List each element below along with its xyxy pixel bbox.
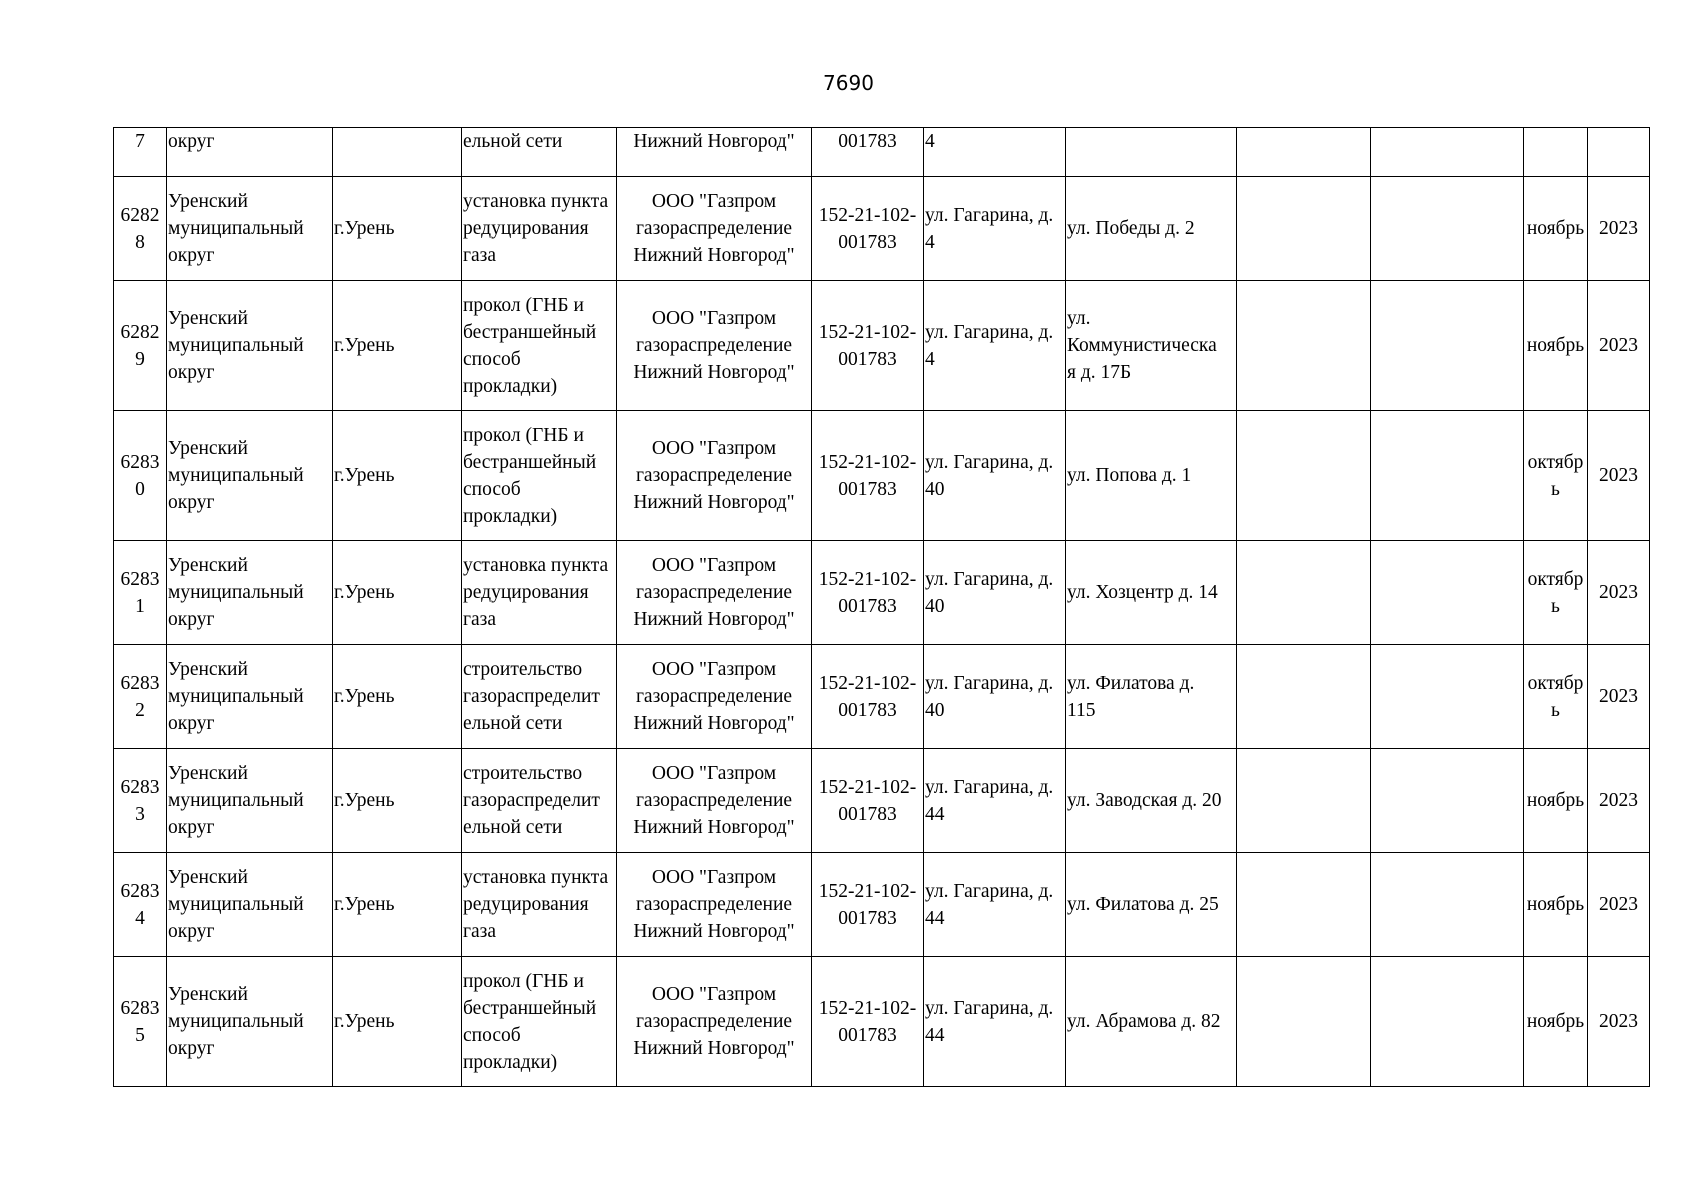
cell-year xyxy=(1588,128,1650,177)
cell-work-type: установка пункта редуцирования газа xyxy=(462,541,617,645)
cell-locality: г.Урень xyxy=(333,853,462,957)
cell-locality: г.Урень xyxy=(333,177,462,281)
cell-year: 2023 xyxy=(1588,177,1650,281)
cell-locality: г.Урень xyxy=(333,281,462,411)
cell-number: 6282 8 xyxy=(114,177,167,281)
cell-district: округ xyxy=(167,128,333,177)
cell-organization: ООО "Газпром газораспределение Нижний Новгород" xyxy=(617,853,812,957)
table-row xyxy=(114,411,1650,541)
cell-year: 2023 xyxy=(1588,645,1650,749)
table-row xyxy=(114,128,1650,177)
cell-month: октябр ь xyxy=(1524,541,1588,645)
cell-empty xyxy=(1371,177,1524,281)
table-row xyxy=(114,749,1650,853)
cell-address-from: ул. Гагарина, д. 40 xyxy=(924,411,1066,541)
cell-work-type: установка пункта редуцирования газа xyxy=(462,853,617,957)
cell-district: Уренский муниципальный округ xyxy=(167,645,333,749)
cell-registration-number: 152-21-102- 001783 xyxy=(812,177,924,281)
cell-address-to: ул. Попова д. 1 xyxy=(1066,411,1237,541)
cell-empty xyxy=(1371,957,1524,1087)
cell-address-from: ул. Гагарина, д. 44 xyxy=(924,853,1066,957)
cell-address-from: 4 xyxy=(924,128,1066,177)
cell-empty xyxy=(1371,281,1524,411)
table-row xyxy=(114,177,1650,281)
cell-locality: г.Урень xyxy=(333,749,462,853)
cell-organization: ООО "Газпром газораспределение Нижний Новгород" xyxy=(617,411,812,541)
cell-locality: г.Урень xyxy=(333,411,462,541)
cell-address-to: ул. Заводская д. 20 xyxy=(1066,749,1237,853)
cell-work-type: строительство газораспределит ельной сети xyxy=(462,645,617,749)
cell-address-from: ул. Гагарина, д. 40 xyxy=(924,541,1066,645)
cell-registration-number: 152-21-102- 001783 xyxy=(812,853,924,957)
cell-address-to: ул. Коммунистическа я д. 17Б xyxy=(1066,281,1237,411)
cell-organization: Нижний Новгород" xyxy=(617,128,812,177)
cell-number: 6283 4 xyxy=(114,853,167,957)
cell-address-from: ул. Гагарина, д. 40 xyxy=(924,645,1066,749)
cell-number: 6283 3 xyxy=(114,749,167,853)
cell-empty xyxy=(1237,541,1371,645)
cell-empty xyxy=(1237,957,1371,1087)
cell-district: Уренский муниципальный округ xyxy=(167,281,333,411)
cell-district: Уренский муниципальный округ xyxy=(167,957,333,1087)
cell-month: октябр ь xyxy=(1524,411,1588,541)
cell-month: ноябрь xyxy=(1524,957,1588,1087)
cell-organization: ООО "Газпром газораспределение Нижний Новгород" xyxy=(617,177,812,281)
cell-year: 2023 xyxy=(1588,411,1650,541)
cell-empty xyxy=(1237,411,1371,541)
cell-year: 2023 xyxy=(1588,749,1650,853)
cell-month xyxy=(1524,128,1588,177)
cell-work-type: установка пункта редуцирования газа xyxy=(462,177,617,281)
cell-month: ноябрь xyxy=(1524,853,1588,957)
cell-empty xyxy=(1371,541,1524,645)
table-body xyxy=(114,128,1650,1087)
cell-registration-number: 152-21-102- 001783 xyxy=(812,541,924,645)
cell-work-type: прокол (ГНБ и бестраншейный способ прокладки) xyxy=(462,411,617,541)
cell-empty xyxy=(1371,411,1524,541)
cell-number: 6282 9 xyxy=(114,281,167,411)
cell-empty xyxy=(1371,645,1524,749)
cell-address-from: ул. Гагарина, д. 4 xyxy=(924,177,1066,281)
cell-empty xyxy=(1237,177,1371,281)
cell-work-type: прокол (ГНБ и бестраншейный способ прокладки) xyxy=(462,957,617,1087)
cell-registration-number: 152-21-102- 001783 xyxy=(812,645,924,749)
cell-registration-number: 152-21-102- 001783 xyxy=(812,957,924,1087)
cell-district: Уренский муниципальный округ xyxy=(167,541,333,645)
table-row xyxy=(114,281,1650,411)
cell-year: 2023 xyxy=(1588,853,1650,957)
cell-locality: г.Урень xyxy=(333,957,462,1087)
table-row xyxy=(114,853,1650,957)
cell-address-to xyxy=(1066,128,1237,177)
cell-address-to: ул. Филатова д. 25 xyxy=(1066,853,1237,957)
data-table xyxy=(113,127,1650,1087)
cell-empty xyxy=(1371,749,1524,853)
cell-empty xyxy=(1371,128,1524,177)
cell-address-to: ул. Абрамова д. 82 xyxy=(1066,957,1237,1087)
cell-number: 6283 1 xyxy=(114,541,167,645)
cell-empty xyxy=(1237,128,1371,177)
cell-empty xyxy=(1371,853,1524,957)
cell-empty xyxy=(1237,281,1371,411)
cell-address-from: ул. Гагарина, д. 4 xyxy=(924,281,1066,411)
cell-registration-number: 152-21-102- 001783 xyxy=(812,281,924,411)
cell-year: 2023 xyxy=(1588,957,1650,1087)
table-row xyxy=(114,645,1650,749)
cell-district: Уренский муниципальный округ xyxy=(167,749,333,853)
page-number: 7690 xyxy=(823,71,874,95)
cell-registration-number: 001783 xyxy=(812,128,924,177)
cell-work-type: прокол (ГНБ и бестраншейный способ прокладки) xyxy=(462,281,617,411)
cell-district: Уренский муниципальный округ xyxy=(167,411,333,541)
cell-organization: ООО "Газпром газораспределение Нижний Новгород" xyxy=(617,957,812,1087)
cell-address-to: ул. Победы д. 2 xyxy=(1066,177,1237,281)
cell-address-to: ул. Хозцентр д. 14 xyxy=(1066,541,1237,645)
cell-organization: ООО "Газпром газораспределение Нижний Новгород" xyxy=(617,645,812,749)
cell-number: 7 xyxy=(114,128,167,177)
cell-year: 2023 xyxy=(1588,541,1650,645)
cell-district: Уренский муниципальный округ xyxy=(167,177,333,281)
cell-registration-number: 152-21-102- 001783 xyxy=(812,749,924,853)
cell-address-from: ул. Гагарина, д. 44 xyxy=(924,957,1066,1087)
cell-number: 6283 0 xyxy=(114,411,167,541)
cell-empty xyxy=(1237,645,1371,749)
table-row xyxy=(114,957,1650,1087)
cell-month: ноябрь xyxy=(1524,177,1588,281)
cell-registration-number: 152-21-102- 001783 xyxy=(812,411,924,541)
cell-month: ноябрь xyxy=(1524,281,1588,411)
cell-empty xyxy=(1237,749,1371,853)
cell-organization: ООО "Газпром газораспределение Нижний Новгород" xyxy=(617,281,812,411)
cell-address-from: ул. Гагарина, д. 44 xyxy=(924,749,1066,853)
cell-month: ноябрь xyxy=(1524,749,1588,853)
cell-locality: г.Урень xyxy=(333,541,462,645)
table-row xyxy=(114,541,1650,645)
cell-work-type: ельной сети xyxy=(462,128,617,177)
cell-organization: ООО "Газпром газораспределение Нижний Новгород" xyxy=(617,541,812,645)
cell-address-to: ул. Филатова д. 115 xyxy=(1066,645,1237,749)
cell-locality: г.Урень xyxy=(333,645,462,749)
cell-year: 2023 xyxy=(1588,281,1650,411)
cell-number: 6283 5 xyxy=(114,957,167,1087)
cell-number: 6283 2 xyxy=(114,645,167,749)
cell-organization: ООО "Газпром газораспределение Нижний Новгород" xyxy=(617,749,812,853)
cell-locality xyxy=(333,128,462,177)
cell-work-type: строительство газораспределит ельной сети xyxy=(462,749,617,853)
cell-district: Уренский муниципальный округ xyxy=(167,853,333,957)
cell-month: октябр ь xyxy=(1524,645,1588,749)
cell-empty xyxy=(1237,853,1371,957)
